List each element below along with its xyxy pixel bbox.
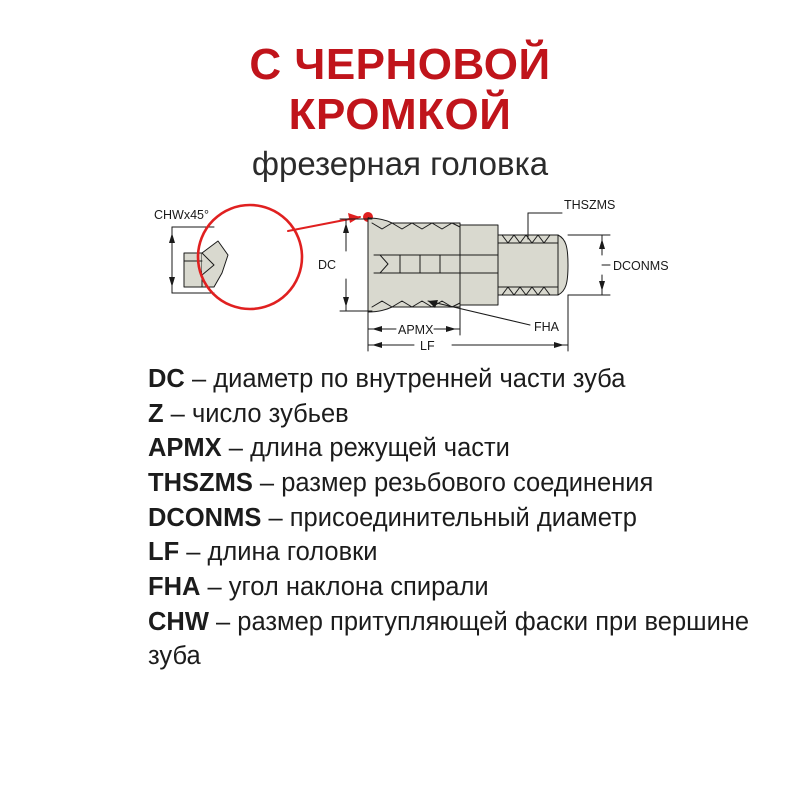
legend-code: LF (148, 538, 180, 567)
legend-item (148, 362, 768, 397)
legend-dash: – (170, 399, 185, 428)
legend-code: Z (148, 399, 164, 428)
legend-code: DC (148, 365, 185, 393)
legend-text: размер притупляющей фаски при вершине зуба (148, 607, 750, 671)
legend-item (148, 501, 768, 536)
legend-text: присоединительный диаметр (289, 503, 637, 532)
label-dc: DC (318, 258, 337, 272)
legend-item (148, 397, 768, 432)
legend-text: размер резьбового соединения (281, 469, 654, 498)
legend-item (148, 605, 768, 674)
header (0, 40, 800, 184)
legend-item (148, 431, 768, 466)
label-dconms: DCONMS (613, 259, 669, 273)
legend-dash: – (207, 573, 222, 602)
label-thszms: THSZMS (564, 198, 616, 212)
legend-dash: – (216, 607, 231, 636)
legend-dash: – (259, 469, 275, 498)
legend-text: длина головки (207, 538, 378, 567)
legend-dash: – (268, 503, 283, 532)
page-title-line-1: С ЧЕРНОВОЙ (249, 40, 551, 89)
legend-code: DCONMS (148, 503, 262, 532)
legend-code: APMX (148, 434, 222, 463)
legend-code: FHA (148, 573, 201, 602)
legend-dash: – (228, 434, 243, 463)
label-lf: LF (420, 339, 435, 353)
technical-drawing (110, 195, 690, 355)
legend-list (148, 362, 768, 674)
label-apmx: APMX (398, 323, 434, 337)
legend-text: длина режущей части (250, 434, 510, 463)
legend-text: число зубьев (191, 399, 349, 428)
legend-text: диаметр по внутренней части зуба (213, 365, 626, 393)
legend-code: CHW (148, 607, 209, 636)
legend-item (148, 535, 768, 570)
page-subtitle: фрезерная головка (251, 145, 549, 183)
label-chw: CHWx45° (154, 208, 210, 222)
legend-dash: – (186, 538, 201, 567)
legend-dash: – (191, 365, 207, 393)
legend-item (148, 570, 768, 605)
label-fha: FHA (534, 320, 559, 334)
legend-text: угол наклона спирали (228, 573, 489, 602)
legend-code: THSZMS (148, 469, 253, 498)
legend-item (148, 466, 768, 501)
page-title-line-2: КРОМКОЙ (288, 90, 512, 140)
